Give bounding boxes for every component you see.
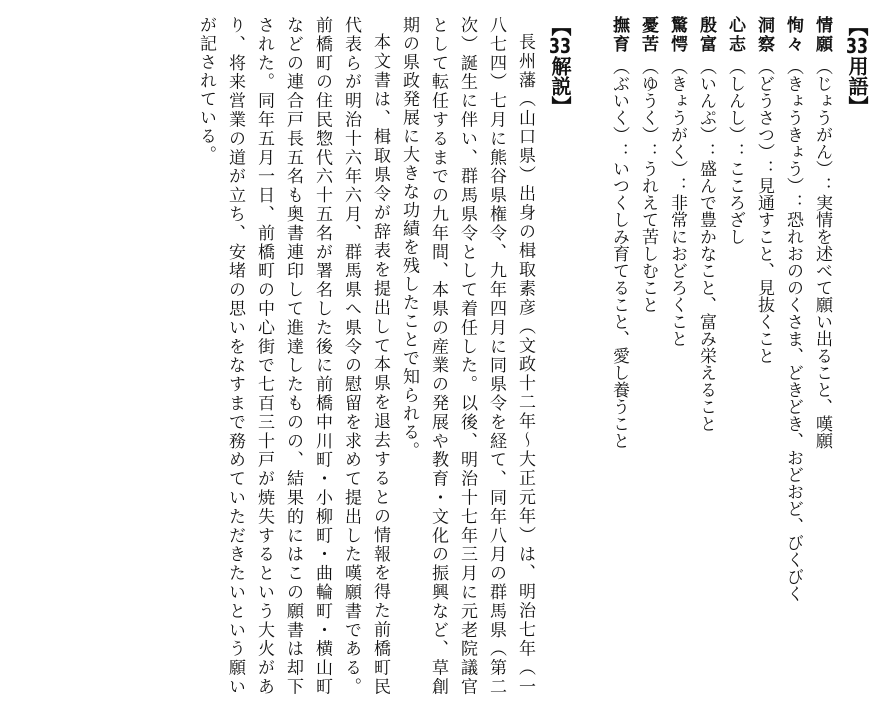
glossary-definition: （きょうきょう）：恐れおののくさま、どきどき、おどおど、びくびく: [783, 58, 803, 602]
heading-bracket-close: 】: [548, 96, 572, 116]
glossary-term: 情願: [812, 16, 832, 54]
glossary-item: [720, 16, 749, 696]
glossary-term: 驚愕: [667, 16, 687, 54]
glossary-item: [807, 16, 836, 696]
heading-bracket-open: 【: [548, 16, 572, 36]
heading-label: 解説: [548, 56, 572, 96]
glossary-term: 心志: [725, 16, 745, 54]
explanation-body: [191, 16, 539, 696]
glossary-list: [604, 16, 836, 696]
glossary-term: 洞察: [754, 16, 774, 54]
glossary-item: [604, 16, 633, 696]
heading-bracket-open: 【: [845, 16, 869, 36]
glossary-definition: （しんし）：こころざし: [725, 58, 745, 245]
glossary-definition: （ゆうく）：うれえて苦しむこと: [638, 58, 658, 313]
glossary-item: [662, 16, 691, 696]
heading-number: 33: [549, 36, 571, 56]
glossary-definition: （じょうがん）：実情を述べて願い出ること、嘆願: [812, 58, 832, 449]
glossary-term: 恂々: [783, 16, 803, 54]
glossary-term: 憂苦: [638, 16, 658, 54]
document-page: [185, 16, 871, 696]
glossary-definition: （きょうがく）：非常におどろくこと: [667, 58, 687, 347]
glossary-definition: （どうさつ）：見通すこと、見抜くこと: [754, 58, 774, 364]
glossary-item: [691, 16, 720, 696]
glossary-item: [633, 16, 662, 696]
explanation-paragraph: 本文書は、楫取県令が辞表を提出して本県を退去するとの情報を得た前橋町民代表らが明治十六年六月、群馬県へ県令の慰留を求めて提出した嘆願書である。前橋町の住民惣代六十五名が署名した後に前橋中川町・小柳町・曲輪町・横山町などの連合戸長五名も奥書連印して進達したものの、結果的にはこの願書は却下された。同年五月一日、前橋町の中心街で七百三十戸が焼失するという大火があり、将来営業の道が立ち、安堵の思いをなすまで務めていただきたいという願いが記されている。: [196, 16, 390, 696]
glossary-heading: [842, 16, 871, 696]
explanation-heading: [545, 16, 574, 696]
glossary-term: 撫育: [609, 16, 629, 54]
heading-bracket-close: 】: [845, 96, 869, 116]
explanation-paragraph: 長州藩（山口県）出身の楫取素彦（文政十二年～大正元年）は、明治七年（一八七四）七月に熊谷県権令、九年四月に同県令を経て、同年八月の群馬県（第二次）誕生に伴い、群馬県令として着任した。以後、明治十七年三月に元老院議官として転任するまでの九年間、本県の産業の発展や教育・文化の振興など、草創期の県政発展に大きな功績を残したことで知られる。: [399, 16, 535, 697]
heading-label: 用語: [845, 56, 869, 96]
heading-number: 33: [846, 36, 868, 56]
glossary-item: [749, 16, 778, 696]
glossary-definition: （ぶいく）：いつくしみ育てること、愛し養うこと: [609, 58, 629, 449]
glossary-term: 殷富: [696, 16, 716, 54]
glossary-definition: （いんぷ）：盛んで豊かなこと、富み栄えること: [696, 58, 716, 432]
glossary-item: [778, 16, 807, 696]
